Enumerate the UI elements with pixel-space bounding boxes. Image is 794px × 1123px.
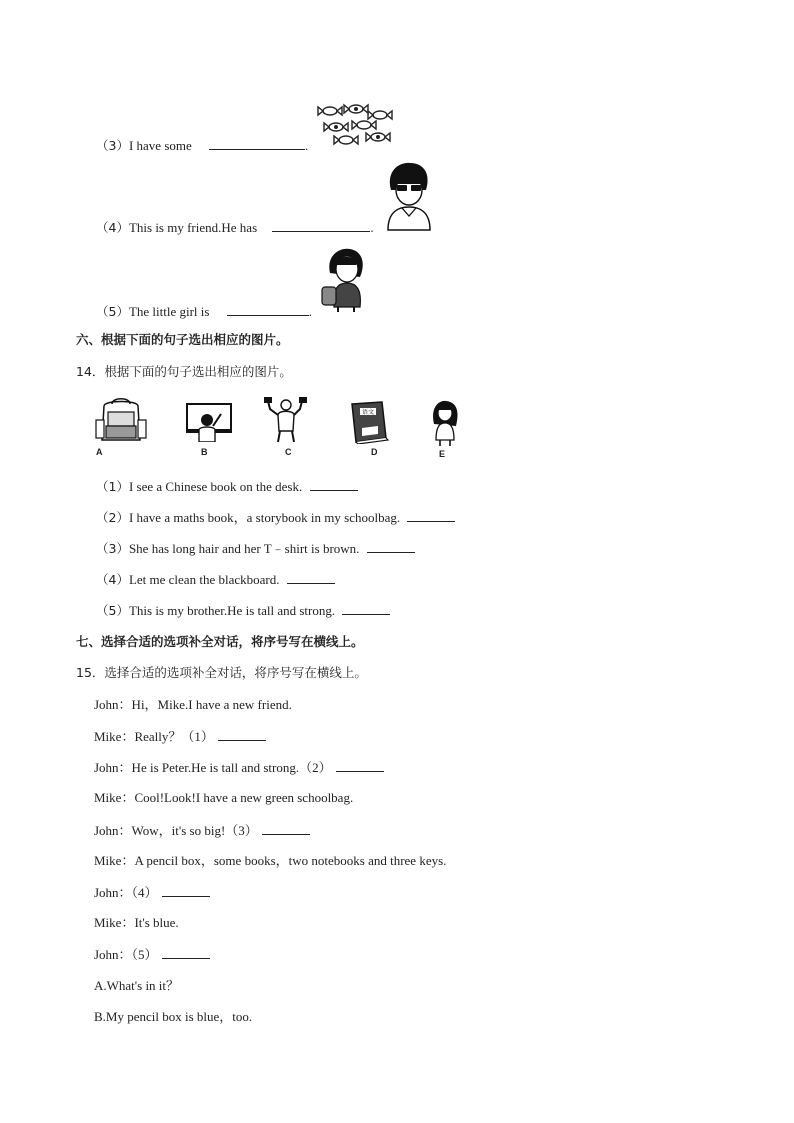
answer-blank[interactable]: [162, 946, 210, 959]
dialogue-line: Mike：It's blue.: [94, 915, 179, 930]
match-item-4: （4）Let me clean the blackboard.: [96, 571, 335, 588]
dialogue-line: Mike：A pencil box，some books，two notebooks and three keys.: [94, 853, 447, 868]
fill-item-3: （3）I have some .: [96, 138, 309, 153]
candies-picture: [316, 103, 398, 147]
dialogue-line: John：（5）: [94, 946, 210, 963]
section-7-heading: 七、选择合适的选项补全对话，将序号写在横线上。: [76, 634, 364, 649]
question-15-prompt: 15．选择合适的选项补全对话，将序号写在横线上。: [76, 665, 367, 680]
option-a: A.What's in it？: [94, 978, 180, 993]
boy-with-glasses-picture: [384, 160, 434, 232]
answer-blank[interactable]: [262, 822, 310, 835]
answer-blank[interactable]: [407, 509, 455, 522]
pic-label-b: B: [201, 447, 208, 457]
answer-blank[interactable]: [336, 759, 384, 772]
dialogue-line: Mike：Really？（1）: [94, 728, 266, 745]
question-14-prompt: 14．根据下面的句子选出相应的图片。: [76, 364, 292, 379]
match-item-5: （5）This is my brother.He is tall and strong.: [96, 602, 390, 619]
pic-label-e: E: [439, 449, 446, 459]
blackboard-picture: [185, 402, 233, 442]
answer-blank[interactable]: [342, 602, 390, 615]
match-item-3: （3）She has long hair and her T﹣shirt is brown.: [96, 540, 415, 557]
answer-blank[interactable]: [209, 137, 305, 150]
strong-man-picture: [264, 395, 312, 443]
answer-blank[interactable]: [367, 540, 415, 553]
dialogue-line: John：He is Peter.He is tall and strong.（2）: [94, 759, 384, 776]
answer-blank[interactable]: [218, 728, 266, 741]
option-b: B.My pencil box is blue，too.: [94, 1009, 253, 1024]
schoolbag-picture: [94, 398, 148, 444]
dialogue-line: John：Wow，it's so big!（3）: [94, 822, 310, 839]
girl-with-bag-picture: [320, 245, 370, 313]
chinese-book-picture: [348, 400, 390, 444]
dialogue-line: John：Hi，Mike.I have a new friend.: [94, 697, 292, 712]
pic-label-d: D: [371, 447, 378, 457]
dialogue-line: John：（4）: [94, 884, 210, 901]
match-item-2: （2）I have a maths book，a storybook in my schoolbag.: [96, 509, 455, 526]
long-hair-girl-picture: [428, 400, 462, 446]
answer-blank[interactable]: [162, 884, 210, 897]
section-6-heading: 六、根据下面的句子选出相应的图片。: [76, 332, 289, 347]
pic-label-c: C: [285, 447, 292, 457]
match-item-1: （1）I see a Chinese book on the desk.: [96, 478, 358, 495]
fill-item-4: （4）This is my friend.He has .: [96, 220, 374, 235]
pic-label-a: A: [96, 447, 103, 457]
book-cover-text: 语文: [361, 409, 375, 416]
answer-blank[interactable]: [310, 478, 358, 491]
fill-item-5: （5）The little girl is .: [96, 304, 312, 319]
dialogue-line: Mike：Cool!Look!I have a new green schoolbag.: [94, 790, 354, 805]
answer-blank[interactable]: [272, 219, 370, 232]
answer-blank[interactable]: [287, 571, 335, 584]
answer-blank[interactable]: [227, 303, 309, 316]
